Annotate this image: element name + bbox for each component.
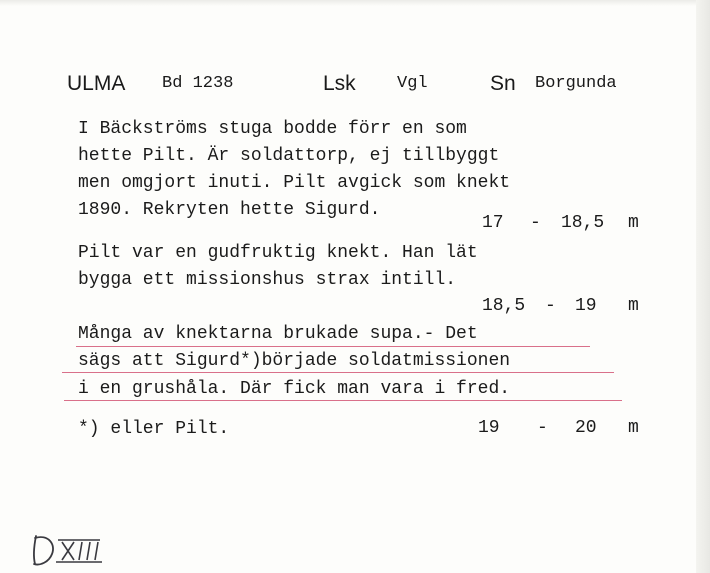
volume-number: Bd 1238 <box>162 74 234 93</box>
height-from-2: 18,5 <box>482 296 526 316</box>
text-line-9: i en grushåla. Där fick man vara i fred. <box>78 379 511 399</box>
text-line-7: Många av knektarna brukade supa.- Det <box>78 324 478 344</box>
height-from-1: 17 <box>482 213 504 233</box>
card-right-edge <box>696 0 710 573</box>
card-top-edge <box>0 0 710 6</box>
text-line-5: Pilt var en gudfruktig knekt. Han lät <box>78 243 478 263</box>
height-dash-3: - <box>537 418 548 438</box>
text-line-3: men omgjort inuti. Pilt avgick som knekt <box>78 173 511 193</box>
text-line-2: hette Pilt. Är soldattorp, ej tillbyggt <box>78 146 500 166</box>
parish-name: Borgunda <box>535 74 617 93</box>
text-line-6: bygga ett missionshus strax intill. <box>78 270 457 290</box>
height-dash-1: - <box>530 213 541 233</box>
height-dash-2: - <box>545 296 556 316</box>
height-to-1: 18,5 <box>561 213 605 233</box>
district-abbrev: Vgl <box>397 74 428 93</box>
text-line-1: I Bäckströms stuga bodde förr en som <box>78 119 467 139</box>
height-to-3: 20 <box>575 418 597 438</box>
footnote: *) eller Pilt. <box>78 419 230 439</box>
archive-name: ULMA <box>67 72 126 95</box>
county-abbrev: Lsk <box>323 72 356 95</box>
red-underline-3 <box>64 400 622 401</box>
height-unit-1: m <box>628 213 639 233</box>
height-to-2: 19 <box>575 296 597 316</box>
text-line-4: 1890. Rekryten hette Sigurd. <box>78 200 381 220</box>
height-unit-3: m <box>628 418 639 438</box>
height-unit-2: m <box>628 296 639 316</box>
text-line-8: sägs att Sigurd*)började soldatmissionen <box>78 351 511 371</box>
signature-mark-icon <box>30 530 110 570</box>
parish-label: Sn <box>490 72 516 95</box>
red-underline-2 <box>62 372 614 373</box>
red-underline-1 <box>76 346 590 347</box>
height-from-3: 19 <box>478 418 500 438</box>
